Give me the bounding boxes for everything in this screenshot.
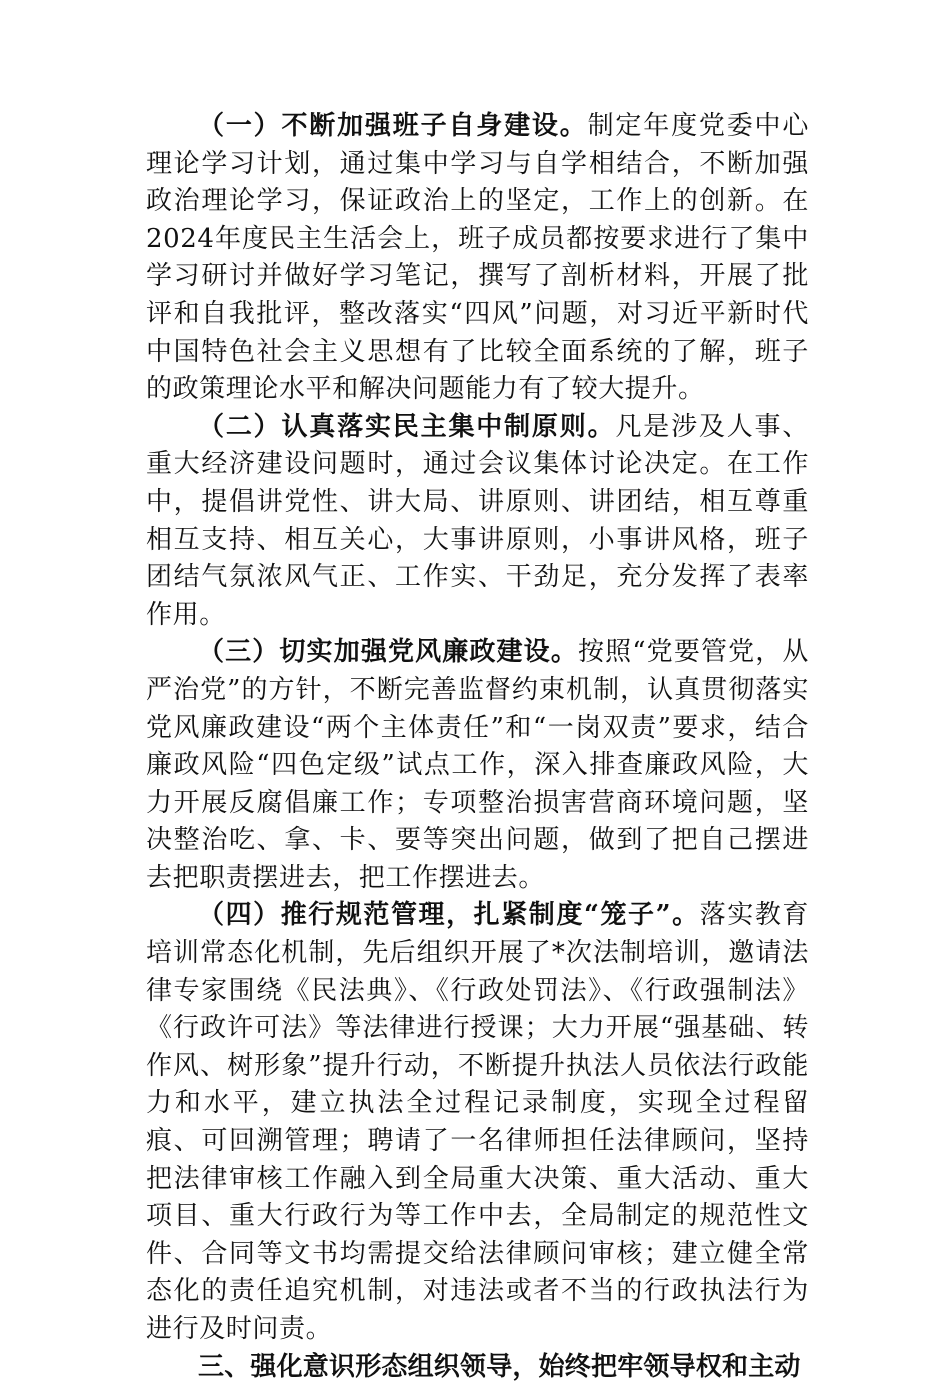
paragraph-3-body: 按照“党要管党，从严治党”的方针，不断完善监督约束机制，认真贯彻落实党风廉政建设“两个主体责任”和“一岗双责”要求，结合廉政风险“四色定级”试点工作，深入排查廉政风险，大力开展反腐倡廉工作；专项整治损害营商环境问题，坚决整治吃、拿、卡、要等突出问题，做到了把自己摆进去把职责摆进去，把工作摆进去。 <box>146 637 809 893</box>
paragraph-1 <box>146 108 809 409</box>
section-heading: 三、强化意识形态组织领导，始终把牢领导权和主动 <box>198 1351 801 1382</box>
paragraph-4-body: 落实教育培训常态化机制，先后组织开展了*次法制培训，邀请法律专家围绕《民法典》、《行政处罚法》、《行政强制法》《行政许可法》等法律进行授课；大力开展“强基础、转作风、树形象”提升行动，不断提升执法人员依法行政能力和水平，建立执法全过程记录制度，实现全过程留痕、可回溯管理；聘请了一名律师担任法律顾问，坚持把法律审核工作融入到全局重大决策、重大活动、重大项目、重大行政行为等工作中去，全局制定的规范性文件、合同等文书均需提交给法律顾问审核；建立健全常态化的责任追究机制，对违法或者不当的行政执法行为进行及时问责。 <box>146 900 810 1344</box>
paragraph-4 <box>146 897 809 1348</box>
paragraph-1-body: 制定年度党委中心理论学习计划，通过集中学习与自学相结合，不断加强政治理论学习，保证政治上的坚定，工作上的创新。在2024年度民主生活会上，班子成员都按要求进行了集中学习研讨并做好学习笔记，撰写了剖析材料，开展了批评和自我批评，整改落实“四风”问题，对习近平新时代中国特色社会主义思想有了比较全面系统的了解，班子的政策理论水平和解决问题能力有了较大提升。 <box>146 111 809 405</box>
paragraph-2 <box>146 409 809 635</box>
paragraph-3-lead: （三）切实加强党风廉政建设。 <box>198 637 578 668</box>
paragraph-2-lead: （二）认真落实民主集中制原则。 <box>198 411 616 442</box>
paragraph-3 <box>146 634 809 897</box>
paragraph-4-lead: （四）推行规范管理，扎紧制度“笼子”。 <box>198 900 700 931</box>
paragraph-1-lead: （一）不断加强班子自身建设。 <box>198 111 588 141</box>
document-body <box>146 108 809 1386</box>
paragraph-2-body: 凡是涉及人事、重大经济建设问题时，通过会议集体讨论决定。在工作中，提倡讲党性、讲大局、讲原则、讲团结，相互尊重相互支持、相互关心，大事讲原则，小事讲风格，班子团结气氛浓风气正、工作实、干劲足，充分发挥了表率作用。 <box>146 411 809 630</box>
